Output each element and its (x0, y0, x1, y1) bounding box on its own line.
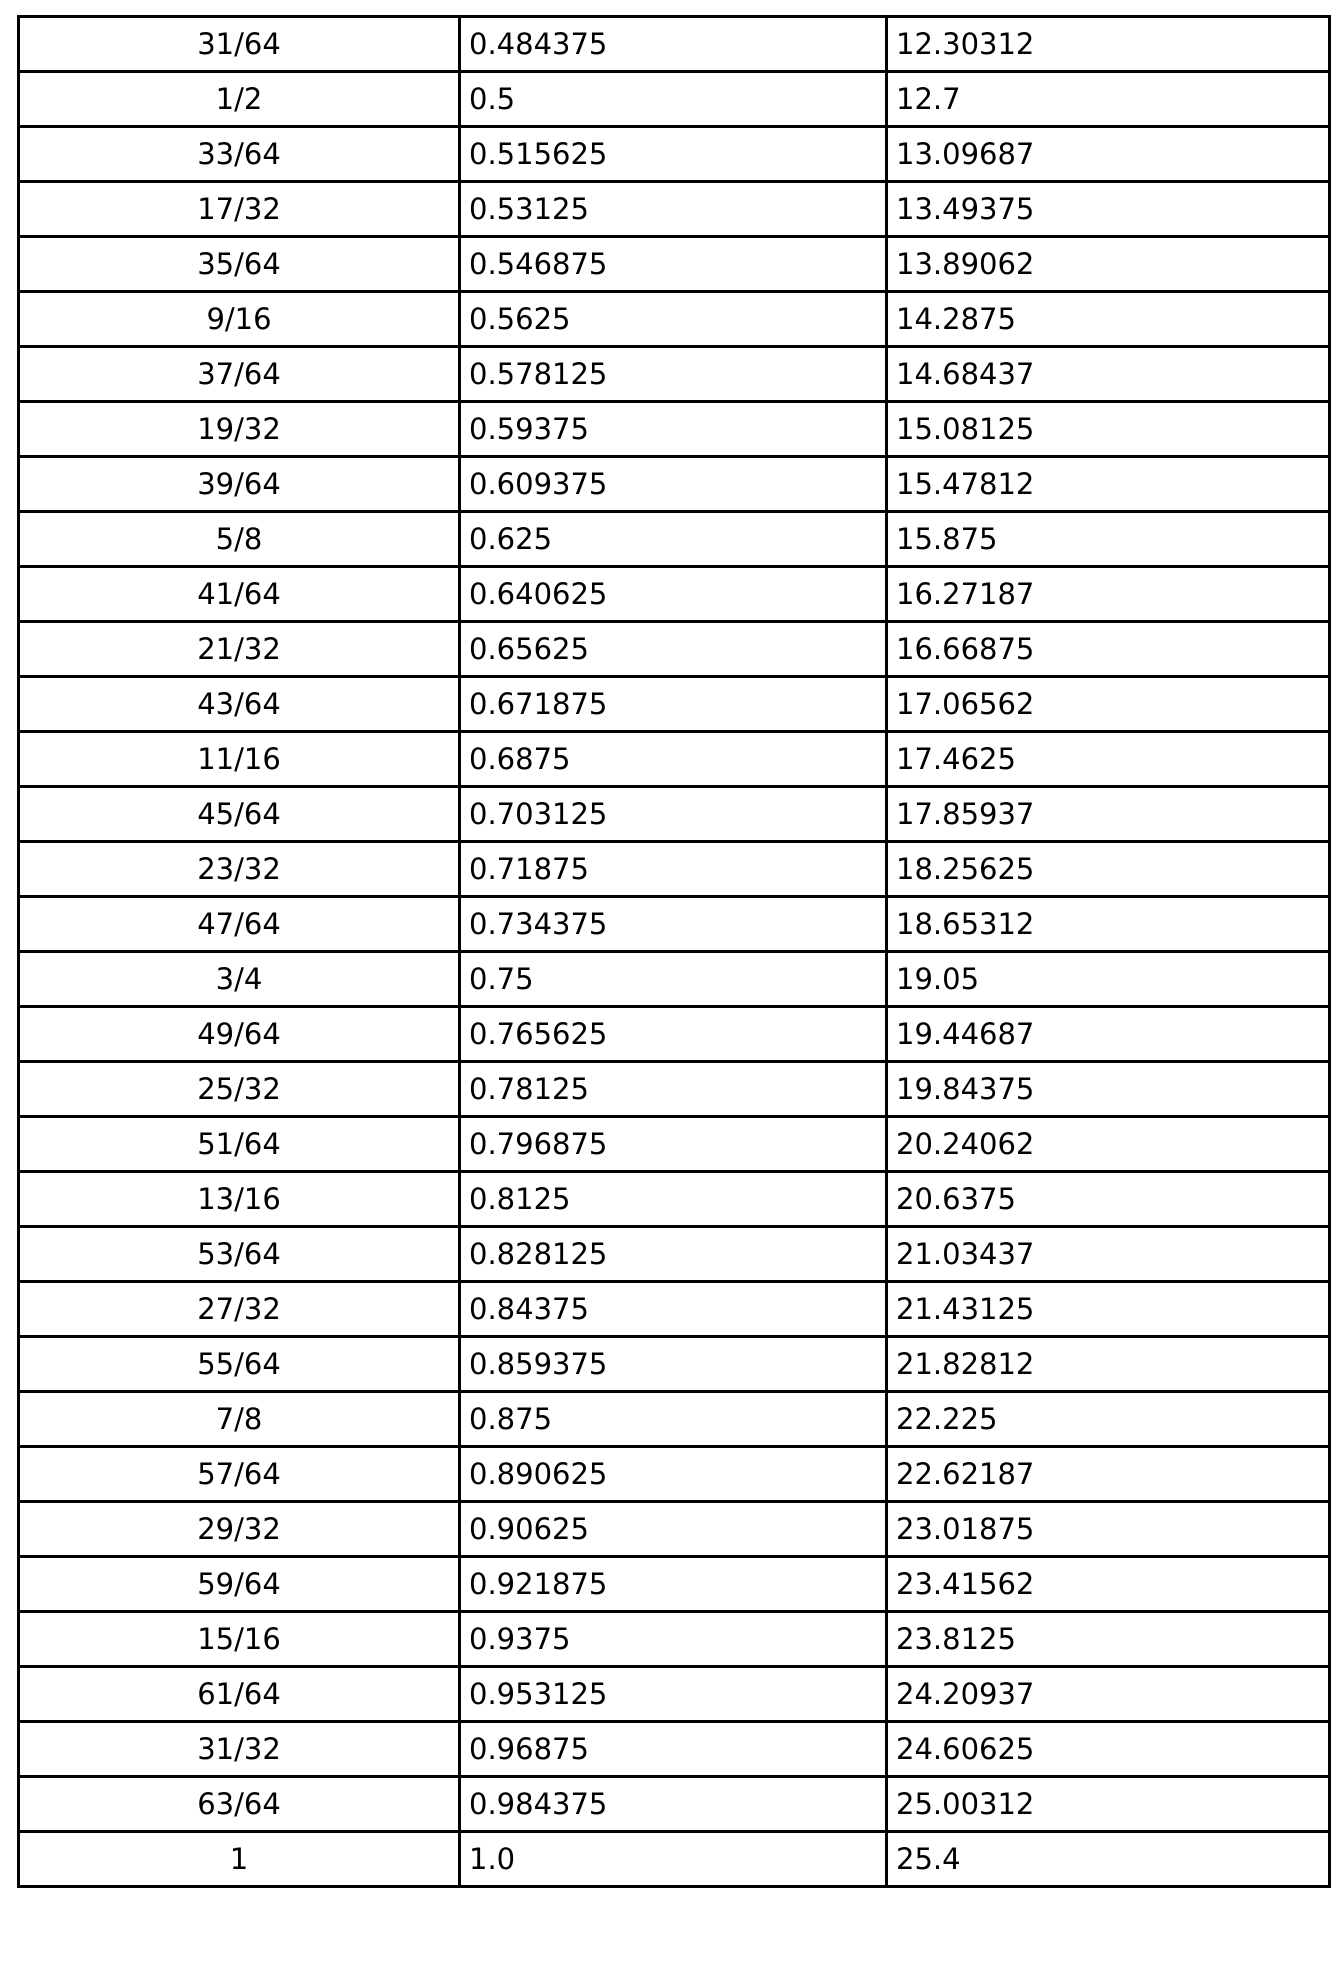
decimal-inch-cell: 0.75 (460, 952, 887, 1007)
table-row (19, 1007, 1330, 1062)
decimal-inch-cell: 0.71875 (460, 842, 887, 897)
millimeter-cell: 22.225 (887, 1392, 1330, 1447)
millimeter-cell: 17.4625 (887, 732, 1330, 787)
conversion-table-body (19, 17, 1330, 1887)
table-row (19, 182, 1330, 237)
decimal-inch-cell: 0.953125 (460, 1667, 887, 1722)
table-row (19, 292, 1330, 347)
decimal-inch-cell: 0.90625 (460, 1502, 887, 1557)
table-row (19, 1667, 1330, 1722)
table-row (19, 457, 1330, 512)
table-row (19, 1832, 1330, 1887)
decimal-inch-cell: 0.796875 (460, 1117, 887, 1172)
millimeter-cell: 16.66875 (887, 622, 1330, 677)
fraction-cell: 3/4 (19, 952, 460, 1007)
table-row (19, 1777, 1330, 1832)
decimal-inch-cell: 0.65625 (460, 622, 887, 677)
millimeter-cell: 25.4 (887, 1832, 1330, 1887)
decimal-inch-cell: 0.484375 (460, 17, 887, 72)
decimal-inch-cell: 0.625 (460, 512, 887, 567)
millimeter-cell: 21.82812 (887, 1337, 1330, 1392)
fraction-cell: 41/64 (19, 567, 460, 622)
table-row (19, 72, 1330, 127)
fraction-cell: 1/2 (19, 72, 460, 127)
conversion-table (17, 15, 1331, 1888)
table-row (19, 622, 1330, 677)
table-row (19, 897, 1330, 952)
millimeter-cell: 16.27187 (887, 567, 1330, 622)
millimeter-cell: 24.20937 (887, 1667, 1330, 1722)
table-row (19, 1337, 1330, 1392)
fraction-cell: 5/8 (19, 512, 460, 567)
millimeter-cell: 15.875 (887, 512, 1330, 567)
fraction-cell: 61/64 (19, 1667, 460, 1722)
millimeter-cell: 24.60625 (887, 1722, 1330, 1777)
millimeter-cell: 15.08125 (887, 402, 1330, 457)
table-row (19, 512, 1330, 567)
fraction-cell: 31/64 (19, 17, 460, 72)
millimeter-cell: 13.09687 (887, 127, 1330, 182)
millimeter-cell: 23.8125 (887, 1612, 1330, 1667)
millimeter-cell: 22.62187 (887, 1447, 1330, 1502)
table-row (19, 1282, 1330, 1337)
decimal-inch-cell: 0.734375 (460, 897, 887, 952)
table-row (19, 567, 1330, 622)
table-row (19, 1392, 1330, 1447)
millimeter-cell: 23.01875 (887, 1502, 1330, 1557)
fraction-cell: 43/64 (19, 677, 460, 732)
millimeter-cell: 13.49375 (887, 182, 1330, 237)
fraction-cell: 31/32 (19, 1722, 460, 1777)
table-row (19, 732, 1330, 787)
fraction-cell: 63/64 (19, 1777, 460, 1832)
table-row (19, 787, 1330, 842)
fraction-cell: 59/64 (19, 1557, 460, 1612)
decimal-inch-cell: 0.5 (460, 72, 887, 127)
decimal-inch-cell: 0.53125 (460, 182, 887, 237)
table-row (19, 1062, 1330, 1117)
fraction-cell: 35/64 (19, 237, 460, 292)
fraction-cell: 23/32 (19, 842, 460, 897)
decimal-inch-cell: 0.515625 (460, 127, 887, 182)
decimal-inch-cell: 0.8125 (460, 1172, 887, 1227)
decimal-inch-cell: 1.0 (460, 1832, 887, 1887)
fraction-cell: 37/64 (19, 347, 460, 402)
fraction-cell: 1 (19, 1832, 460, 1887)
fraction-cell: 25/32 (19, 1062, 460, 1117)
table-row (19, 1557, 1330, 1612)
millimeter-cell: 12.30312 (887, 17, 1330, 72)
decimal-inch-cell: 0.59375 (460, 402, 887, 457)
fraction-cell: 15/16 (19, 1612, 460, 1667)
fraction-cell: 45/64 (19, 787, 460, 842)
millimeter-cell: 21.43125 (887, 1282, 1330, 1337)
table-row (19, 17, 1330, 72)
decimal-inch-cell: 0.96875 (460, 1722, 887, 1777)
millimeter-cell: 17.06562 (887, 677, 1330, 732)
table-row (19, 1722, 1330, 1777)
millimeter-cell: 15.47812 (887, 457, 1330, 512)
decimal-inch-cell: 0.546875 (460, 237, 887, 292)
millimeter-cell: 13.89062 (887, 237, 1330, 292)
decimal-inch-cell: 0.921875 (460, 1557, 887, 1612)
decimal-inch-cell: 0.703125 (460, 787, 887, 842)
fraction-cell: 13/16 (19, 1172, 460, 1227)
table-row (19, 677, 1330, 732)
fraction-cell: 27/32 (19, 1282, 460, 1337)
table-row (19, 237, 1330, 292)
decimal-inch-cell: 0.671875 (460, 677, 887, 732)
millimeter-cell: 12.7 (887, 72, 1330, 127)
decimal-inch-cell: 0.84375 (460, 1282, 887, 1337)
fraction-cell: 17/32 (19, 182, 460, 237)
decimal-inch-cell: 0.859375 (460, 1337, 887, 1392)
millimeter-cell: 21.03437 (887, 1227, 1330, 1282)
fraction-cell: 49/64 (19, 1007, 460, 1062)
millimeter-cell: 17.85937 (887, 787, 1330, 842)
millimeter-cell: 14.68437 (887, 347, 1330, 402)
table-row (19, 952, 1330, 1007)
fraction-cell: 47/64 (19, 897, 460, 952)
fraction-cell: 33/64 (19, 127, 460, 182)
table-row (19, 1172, 1330, 1227)
fraction-cell: 57/64 (19, 1447, 460, 1502)
decimal-inch-cell: 0.828125 (460, 1227, 887, 1282)
millimeter-cell: 19.84375 (887, 1062, 1330, 1117)
fraction-cell: 39/64 (19, 457, 460, 512)
table-row (19, 347, 1330, 402)
fraction-cell: 21/32 (19, 622, 460, 677)
millimeter-cell: 18.65312 (887, 897, 1330, 952)
millimeter-cell: 20.6375 (887, 1172, 1330, 1227)
millimeter-cell: 23.41562 (887, 1557, 1330, 1612)
table-row (19, 1447, 1330, 1502)
millimeter-cell: 18.25625 (887, 842, 1330, 897)
decimal-inch-cell: 0.6875 (460, 732, 887, 787)
table-row (19, 402, 1330, 457)
table-row (19, 842, 1330, 897)
decimal-inch-cell: 0.578125 (460, 347, 887, 402)
table-row (19, 1612, 1330, 1667)
fraction-cell: 29/32 (19, 1502, 460, 1557)
decimal-inch-cell: 0.875 (460, 1392, 887, 1447)
decimal-inch-cell: 0.890625 (460, 1447, 887, 1502)
millimeter-cell: 19.44687 (887, 1007, 1330, 1062)
fraction-cell: 53/64 (19, 1227, 460, 1282)
decimal-inch-cell: 0.5625 (460, 292, 887, 347)
fraction-cell: 19/32 (19, 402, 460, 457)
fraction-cell: 7/8 (19, 1392, 460, 1447)
fraction-cell: 11/16 (19, 732, 460, 787)
fraction-cell: 51/64 (19, 1117, 460, 1172)
decimal-inch-cell: 0.765625 (460, 1007, 887, 1062)
decimal-inch-cell: 0.984375 (460, 1777, 887, 1832)
decimal-inch-cell: 0.78125 (460, 1062, 887, 1117)
table-row (19, 127, 1330, 182)
table-row (19, 1502, 1330, 1557)
fraction-cell: 9/16 (19, 292, 460, 347)
millimeter-cell: 25.00312 (887, 1777, 1330, 1832)
table-row (19, 1117, 1330, 1172)
decimal-inch-cell: 0.640625 (460, 567, 887, 622)
decimal-inch-cell: 0.9375 (460, 1612, 887, 1667)
table-row (19, 1227, 1330, 1282)
millimeter-cell: 14.2875 (887, 292, 1330, 347)
fraction-cell: 55/64 (19, 1337, 460, 1392)
millimeter-cell: 19.05 (887, 952, 1330, 1007)
decimal-inch-cell: 0.609375 (460, 457, 887, 512)
millimeter-cell: 20.24062 (887, 1117, 1330, 1172)
